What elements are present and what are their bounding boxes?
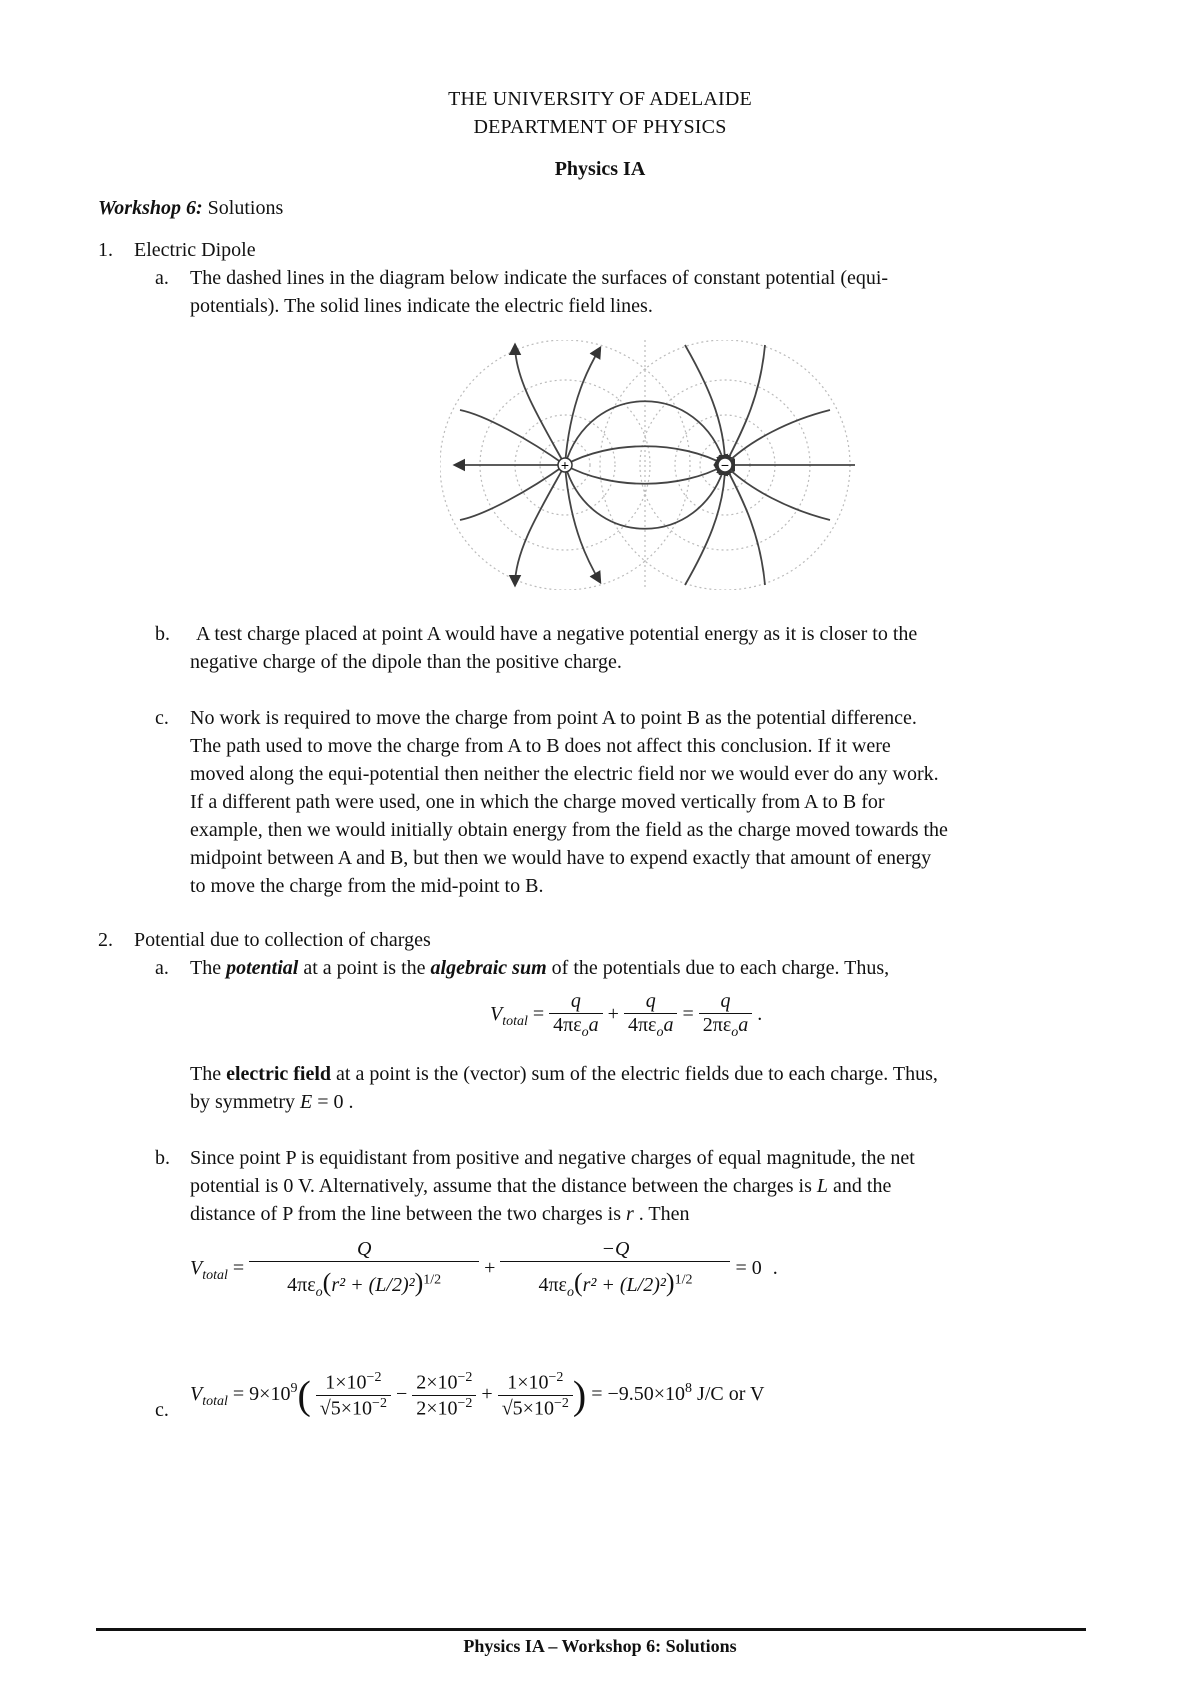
eq2-num2: −Q <box>500 1238 730 1262</box>
eq3-result-exp: 8 <box>685 1381 693 1397</box>
q1-title: Electric Dipole <box>134 239 256 261</box>
eq1-den1-sub: o <box>581 1025 589 1040</box>
eq3-t1-num: 1×10 <box>325 1371 367 1394</box>
plus-sign: + <box>560 457 570 473</box>
q1c-line1: No work is required to move the charge from point A to point B as the potential difference. <box>190 707 917 729</box>
q2-title: Potential due to collection of charges <box>134 929 431 951</box>
q2b-line3-pre: distance of P from the line between the two charges is <box>190 1203 626 1225</box>
potential-term: potential <box>226 957 299 979</box>
q1c-line3: moved along the equi-potential then neither the electric field nor we would ever do any work. <box>190 763 939 785</box>
workshop-label: Workshop 6: <box>98 197 203 219</box>
efield-pre: The <box>190 1063 227 1085</box>
eq3-t3-den: √5×10 <box>501 1397 554 1420</box>
q2a-pre: The <box>190 957 227 979</box>
equation-v-total-b <box>190 1238 778 1301</box>
eq2-lhs-sub: total <box>202 1268 228 1284</box>
efield-line2-pre: by symmetry <box>190 1091 300 1113</box>
minus-sign: − <box>720 457 730 473</box>
electric-field-term: electric field <box>226 1063 332 1085</box>
eq1-lhs-sub: total <box>502 1014 528 1030</box>
q2b-line2-text: potential is 0 V. Alternatively, assume that the distance between the charges is <box>190 1175 817 1197</box>
eq1-den3-sub: o <box>731 1025 739 1040</box>
eq1-den2-sub: o <box>656 1025 664 1040</box>
eq3-t2-den: 2×10 <box>416 1397 458 1420</box>
q1c-line5: example, then we would initially obtain energy from the field as the charge moved towards the <box>190 819 948 841</box>
eq2-frac2: $\frac{-Q}{4\pi\varepsilon_o(r^2 + (L/2)^2)^{1/2}}$ <box>500 1238 730 1301</box>
eq3-term1 <box>316 1370 391 1420</box>
eq2-den2-sub: o <box>566 1285 574 1300</box>
eq1-den1: 4πε <box>553 1014 582 1036</box>
university-name: THE UNIVERSITY OF ADELAIDE <box>448 88 752 110</box>
q2b-line2-end: and the <box>828 1175 892 1197</box>
q2a-post: of the potentials due to each charge. Thus, <box>546 957 890 979</box>
eq1-den1-var: a <box>588 1014 599 1036</box>
footer-rule <box>96 1628 1086 1631</box>
q1b-line2: negative charge of the dipole than the positive charge. <box>190 651 622 673</box>
field-lines <box>455 345 855 585</box>
q1c-label: c. <box>155 707 169 729</box>
q1c-line2: The path used to move the charge from A to B does not affect this conclusion. If it were <box>190 735 891 757</box>
q2b-r: r <box>626 1203 634 1225</box>
dipole-field-diagram <box>440 340 870 590</box>
eq2-dot: . <box>772 1257 778 1280</box>
efield-line2 <box>190 1088 354 1116</box>
q2b-label: b. <box>155 1147 170 1169</box>
eq1-num1: q <box>549 990 603 1014</box>
eq3-coef: = 9×10 <box>232 1382 291 1405</box>
eq3-t1-num-exp: −2 <box>366 1370 382 1385</box>
q2-number: 2. <box>98 929 113 951</box>
eq3-coef-exp: 9 <box>290 1381 298 1397</box>
eq3-lhs-sub: total <box>202 1393 228 1409</box>
eq3-t2-num: 2×10 <box>416 1371 458 1394</box>
eq3-t3-num: 1×10 <box>507 1371 549 1394</box>
eq1-frac1 <box>549 990 603 1041</box>
eq3-result: = −9.50×10 <box>591 1382 686 1405</box>
eq3-plus: + <box>481 1382 493 1405</box>
eq1-den3-var: a <box>738 1014 749 1036</box>
department-name: DEPARTMENT OF PHYSICS <box>473 116 727 138</box>
equation-v-total-c: $V_{total} = 9\times 10^9$( $\frac{1\times 10^{-2}}{√5\times 10^{-2}}$ − $\frac{2\times 10^{-2}}{2\times 10^{-2}}$ + $\frac{1\times 10^{-2}}{√5\times 10^{-2}}$ ) = $-9.50\times 10^8$ J/C or V <box>190 1370 765 1420</box>
q2b-l: L <box>816 1175 829 1197</box>
eq3-term2 <box>412 1370 476 1420</box>
course-title: Physics IA <box>554 158 646 180</box>
eq2-den1-sub: o <box>315 1285 323 1300</box>
eq1-end: . <box>757 1003 763 1026</box>
eq3-t3-den-exp: −2 <box>553 1395 569 1411</box>
q1b-line1: A test charge placed at point A would have a negative potential energy as it is closer to the <box>196 623 918 645</box>
eq2-num1: Q <box>249 1238 479 1262</box>
eq1-plus: + <box>607 1003 619 1026</box>
q2b-line3 <box>190 1200 690 1228</box>
efield-e: E <box>300 1091 313 1113</box>
q2a-label: a. <box>155 957 169 979</box>
efield-line2-post: = 0 . <box>312 1091 354 1113</box>
eq2-den2-body: r² + (L/2)² <box>582 1274 666 1296</box>
q2a-mid: at a point is the <box>298 957 431 979</box>
eq3-t2-num-exp: −2 <box>457 1370 473 1385</box>
q2b-line2 <box>190 1172 891 1200</box>
eq1-frac2 <box>624 990 678 1041</box>
eq1-frac3 <box>699 990 753 1041</box>
eq1-den2: 4πε <box>627 1014 657 1036</box>
q1c-line4: If a different path were used, one in which the charge moved vertically from A to B for <box>190 791 885 813</box>
q2b-line1: Since point P is equidistant from positive and negative charges of equal magnitude, the net <box>190 1147 915 1169</box>
q2b-line3-post: . Then <box>633 1203 690 1225</box>
page-footer: Physics IA – Workshop 6: Solutions <box>463 1636 737 1656</box>
eq1-den3: 2πε <box>702 1014 732 1036</box>
eq3-minus: − <box>395 1382 408 1405</box>
eq1-equals2: = <box>682 1003 694 1026</box>
eq2-frac1: $\frac{Q}{4\pi\varepsilon_o(r^2 + (L/2)^2)^{1/2}}$ <box>249 1238 479 1301</box>
eq2-result: = 0 <box>735 1257 762 1280</box>
eq1-num2: q <box>624 990 678 1014</box>
efield-line1 <box>190 1060 938 1088</box>
eq3-t2-den-exp: −2 <box>457 1395 473 1411</box>
eq1-den2-var: a <box>663 1014 674 1036</box>
q2c-label: c. <box>155 1399 169 1421</box>
eq2-plus: + <box>484 1257 496 1280</box>
eq1-num3: q <box>699 990 753 1014</box>
q1a-line1: The dashed lines in the diagram below indicate the surfaces of constant potential (equi- <box>190 267 889 289</box>
q1c-line7: to move the charge from the mid-point to B. <box>190 875 544 897</box>
efield-post: at a point is the (vector) sum of the electric fields due to each charge. Thus, <box>331 1063 938 1085</box>
eq3-t1-den: √5×10 <box>319 1397 373 1420</box>
eq2-lhs: V <box>190 1257 203 1280</box>
eq2-den1-pre: 4πε <box>287 1274 316 1296</box>
q2a-text <box>190 954 889 982</box>
eq3-t1-den-exp: −2 <box>372 1395 387 1411</box>
q1a-label: a. <box>155 267 169 289</box>
workshop-title: Solutions <box>207 197 284 219</box>
q1c-line6: midpoint between A and B, but then we would have to expend exactly that amount of energy <box>190 847 932 869</box>
eq2-den1-exp: 1/2 <box>423 1272 442 1288</box>
eq3-term3 <box>498 1370 573 1420</box>
eq1-equals: = <box>532 1003 545 1026</box>
equation-v-total-a <box>490 990 762 1041</box>
eq3-lhs: V <box>190 1382 203 1405</box>
algebraic-sum-term: algebraic sum <box>430 957 547 979</box>
eq2-den2-pre: 4πε <box>538 1274 567 1296</box>
eq3-units: J/C or V <box>692 1382 765 1405</box>
eq1-lhs: V <box>490 1003 503 1026</box>
q1a-line2: potentials). The solid lines indicate the electric field lines. <box>190 295 653 317</box>
eq2-den2-exp: 1/2 <box>674 1272 693 1288</box>
q1-number: 1. <box>98 239 113 261</box>
q1b-label: b. <box>155 623 170 645</box>
eq3-t3-num-exp: −2 <box>548 1370 564 1385</box>
workshop-heading <box>98 194 283 222</box>
eq2-equals: = <box>232 1257 245 1280</box>
eq2-den1-body: r² + (L/2)² <box>331 1274 415 1296</box>
